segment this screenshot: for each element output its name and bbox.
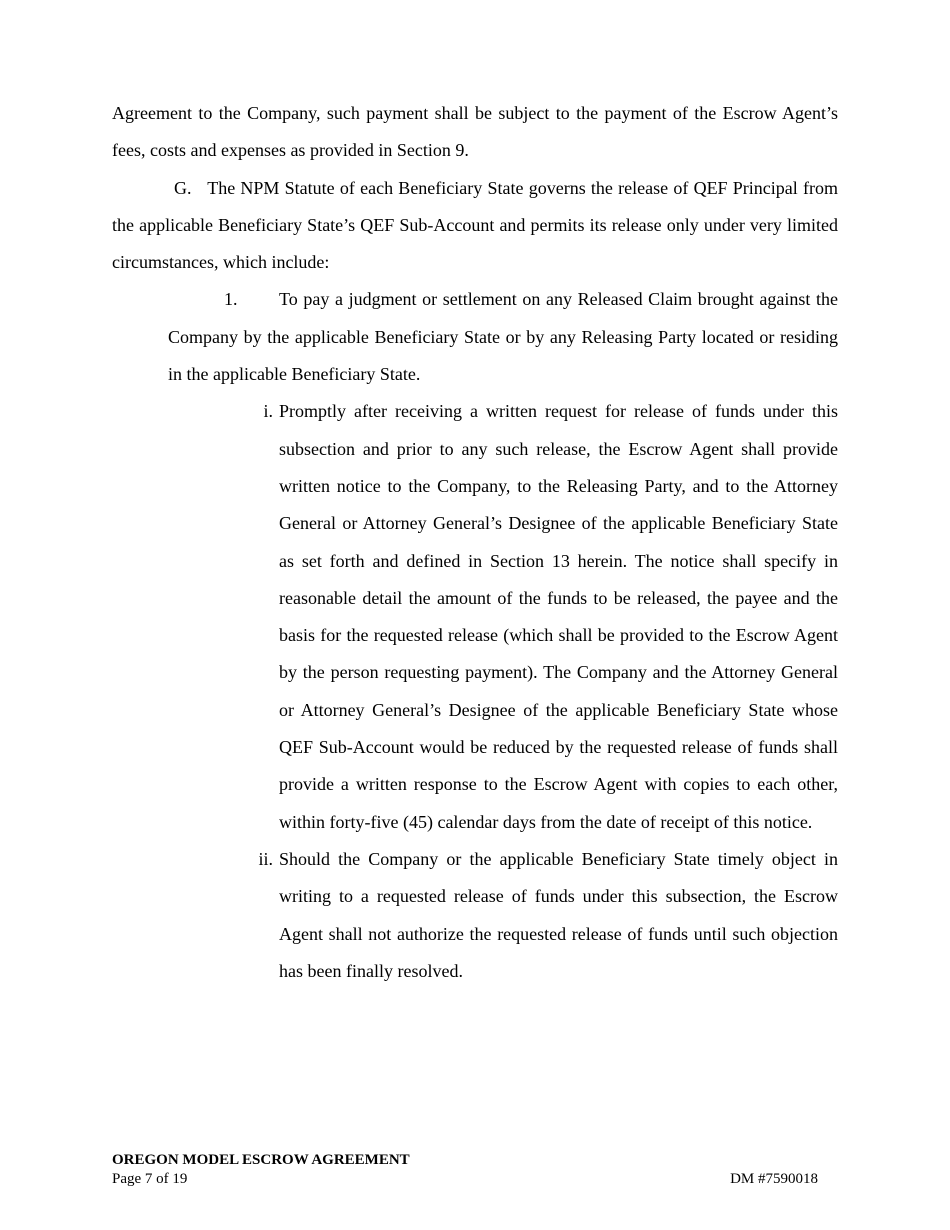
paragraph-g-text: The NPM Statute of each Beneficiary State governs the release of QEF Principal from the applicable Beneficiary State’s QEF Sub-Account and permits its release only under very limited circumstances, which include: <box>112 177 839 273</box>
subitem-i-text: Promptly after receiving a written request for release of funds under this subsection and prior to any such release, the Escrow Agent shall provide written notice to the Company, to the Releasing Party, and to the Attorney General or Attorney General’s Designee of the applicable Beneficiary State as set forth and defined in Section 13 herein. The notice shall specify in reasonable detail the amount of the funds to be released, the payee and the basis for the requested release (which shall be provided to the Escrow Agent by the person requesting payment). The Company and the Attorney General or Attorney General’s Designee of the applicable Beneficiary State whose QEF Sub-Account would be reduced by the requested release of funds shall provide a written response to the Escrow Agent with copies to each other, within forty-five (45) calendar days from the date of receipt of this notice. <box>279 401 838 832</box>
subitem-ii-text: Should the Company or the applicable Beneficiary State timely object in writing to a requested release of funds under this subsection, the Escrow Agent shall not authorize the requested release of funds until such objection has been finally resolved. <box>279 848 838 981</box>
footer-title: OREGON MODEL ESCROW AGREEMENT <box>112 1152 410 1168</box>
list-item-1-number: 1. <box>224 289 238 310</box>
paragraph-g-label: G. <box>174 177 192 198</box>
footer-row <box>112 1170 818 1189</box>
subitem-i <box>263 393 838 841</box>
paragraph-continuation: Agreement to the Company, such payment shall be subject to the payment of the Escrow Agent’s fees, costs and expenses as provided in Section 9. <box>112 103 838 161</box>
paragraph-g <box>112 170 838 282</box>
subitem-ii <box>258 841 838 990</box>
document-id: DM #7590018 <box>730 1171 818 1187</box>
list-item-1 <box>168 281 838 393</box>
page-number: Page 7 of 19 <box>112 1171 188 1187</box>
document-body <box>112 95 838 990</box>
subitem-i-numeral: i. <box>263 401 273 422</box>
subitem-ii-numeral: ii. <box>258 848 273 869</box>
page-footer <box>112 1151 818 1189</box>
list-item-1-text: To pay a judgment or settlement on any Released Claim brought against the Company by the applicable Beneficiary State or by any Releasing Party located or residing in the applicable Beneficiary State. <box>168 289 838 385</box>
